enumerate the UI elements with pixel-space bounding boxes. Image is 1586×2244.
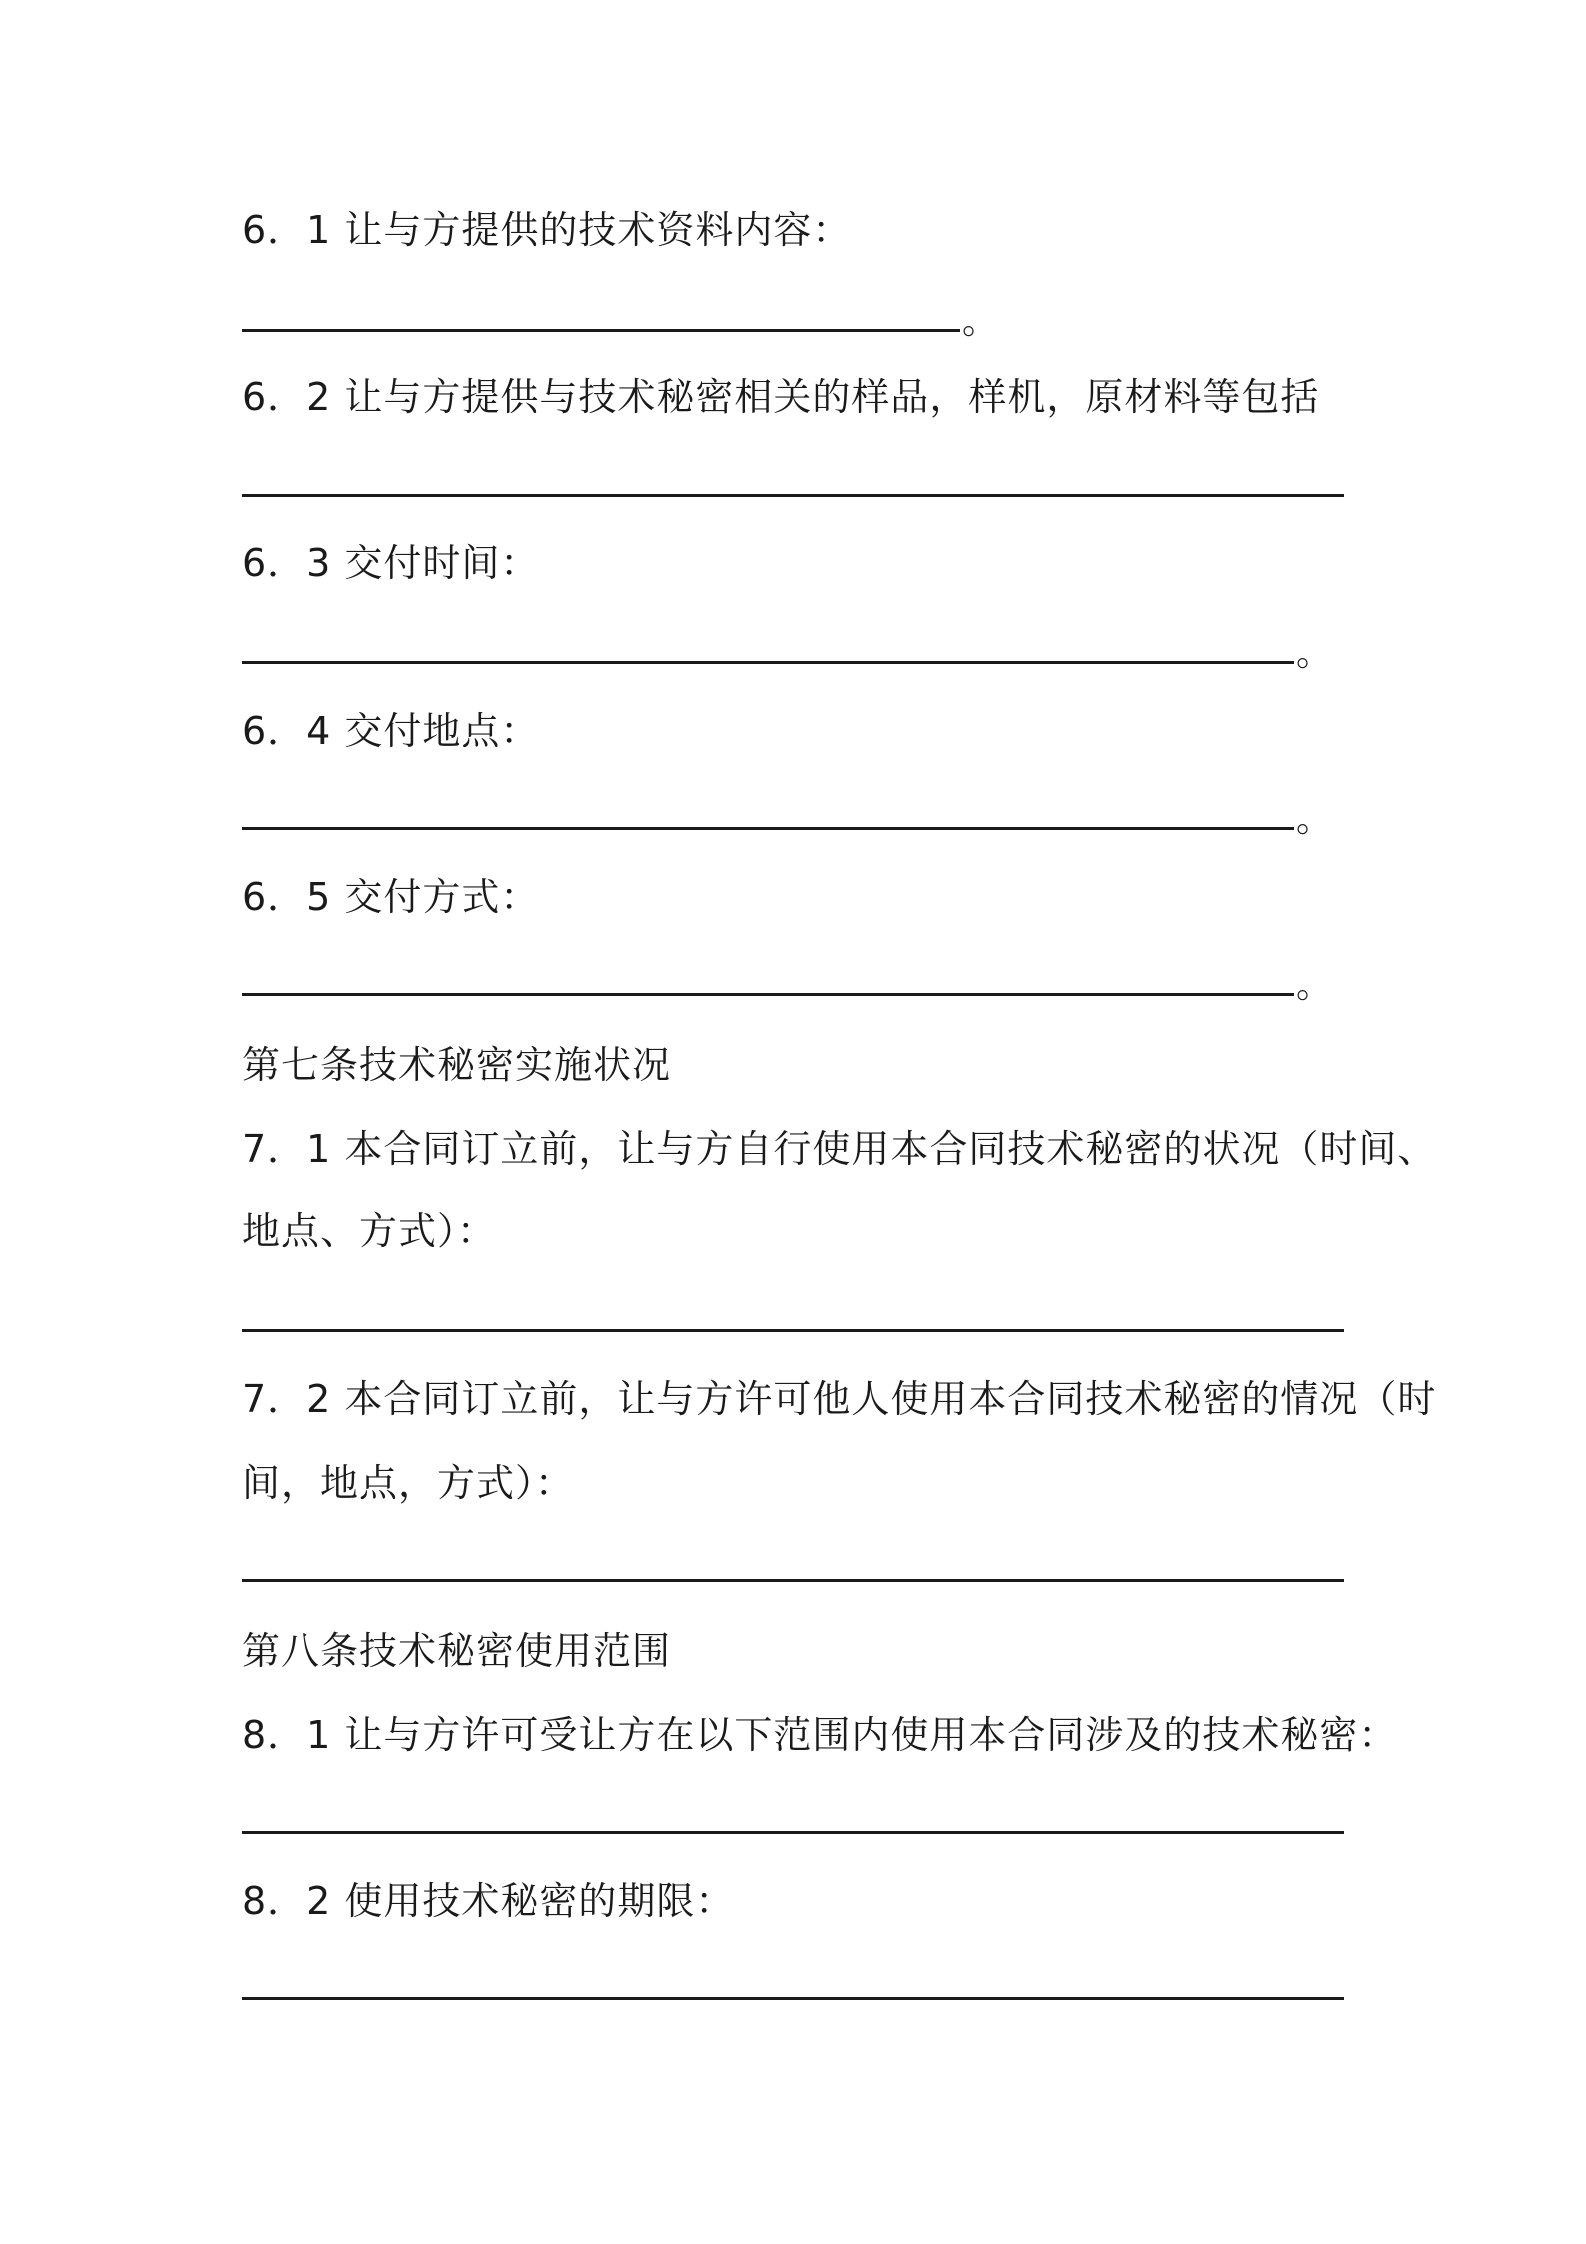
article-8-heading: 第八条技术秘密使用范围 <box>242 1629 672 1673</box>
clause-8-2-fill-row <box>242 1968 1344 2008</box>
clause-6-4-end-mark: 。 <box>1296 799 1333 840</box>
clause-6-3-blank[interactable] <box>242 661 1294 664</box>
clause-8-2-label: 8．2 使用技术秘密的期限： <box>242 1879 735 1923</box>
clause-7-1-fill-row <box>242 1300 1344 1340</box>
clause-7-1-blank[interactable] <box>242 1329 1344 1332</box>
article-7-heading: 第七条技术秘密实施状况 <box>242 1043 672 1087</box>
clause-7-1-line2: 地点、方式）： <box>242 1209 497 1253</box>
clause-6-1-end-mark: 。 <box>962 301 999 342</box>
clause-6-4-fill-row <box>242 798 1332 838</box>
clause-7-2-line1: 7．2 本合同订立前，让与方许可他人使用本合同技术秘密的情况（时 <box>242 1377 1437 1421</box>
clause-8-2-blank[interactable] <box>242 1997 1344 2000</box>
clause-6-4-blank[interactable] <box>242 827 1294 830</box>
clause-8-1-fill-row <box>242 1802 1344 1842</box>
clause-6-5-end-mark: 。 <box>1296 965 1333 1006</box>
clause-8-1-label: 8．1 让与方许可受让方在以下范围内使用本合同涉及的技术秘密： <box>242 1713 1398 1757</box>
clause-6-3-end-mark: 。 <box>1296 633 1333 674</box>
clause-6-1-fill-row <box>242 300 998 340</box>
clause-6-2-label: 6．2 让与方提供与技术秘密相关的样品，样机，原材料等包括 <box>242 375 1320 419</box>
clause-6-1-label: 6．1 让与方提供的技术资料内容： <box>242 208 852 252</box>
clause-7-2-line2: 间，地点，方式）： <box>242 1461 575 1505</box>
clause-6-3-label: 6．3 交付时间： <box>242 541 540 585</box>
clause-7-2-fill-row <box>242 1550 1344 1590</box>
clause-8-1-blank[interactable] <box>242 1831 1344 1834</box>
clause-7-2-blank[interactable] <box>242 1579 1344 1582</box>
clause-6-4-label: 6．4 交付地点： <box>242 709 540 753</box>
clause-6-1-blank[interactable] <box>242 329 960 332</box>
clause-6-2-fill-row <box>242 465 1344 505</box>
clause-7-1-line1: 7．1 本合同订立前，让与方自行使用本合同技术秘密的状况（时间、 <box>242 1127 1437 1171</box>
clause-6-3-fill-row <box>242 632 1332 672</box>
clause-6-5-label: 6．5 交付方式： <box>242 875 540 919</box>
clause-6-5-blank[interactable] <box>242 993 1294 996</box>
clause-6-2-blank[interactable] <box>242 494 1344 497</box>
clause-6-5-fill-row <box>242 964 1332 1004</box>
